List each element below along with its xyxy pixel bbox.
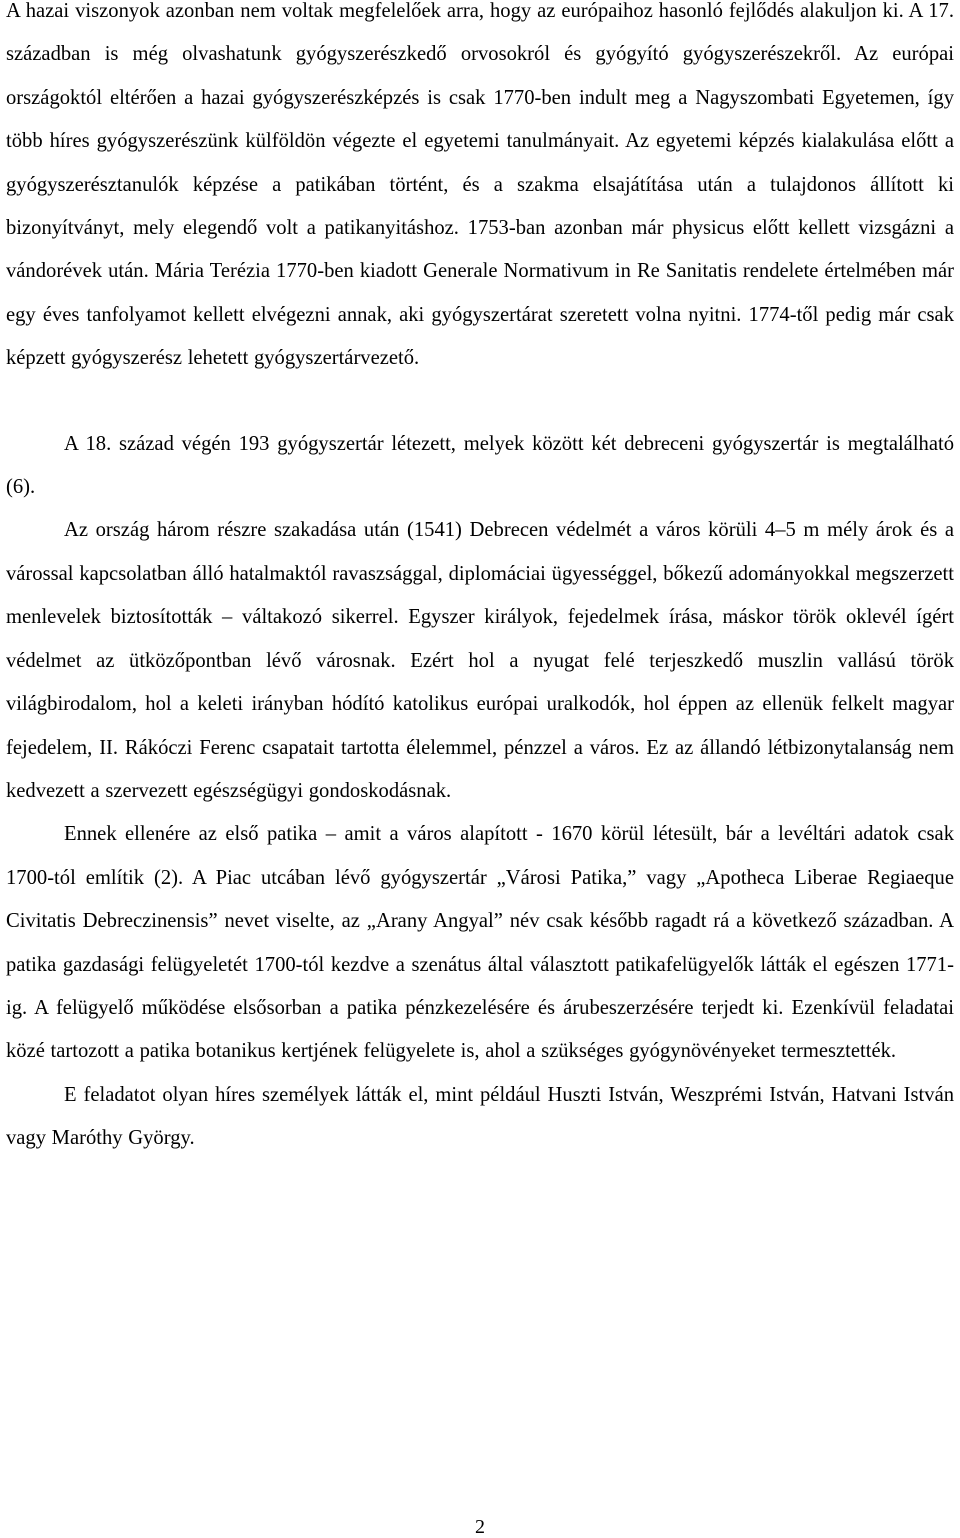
- page-number: 2: [475, 1516, 485, 1538]
- paragraph-famous-supervisors: E feladatot olyan híres személyek látták el, mint például Huszti István, Weszprémi István, Hatvani István vagy Maróthy György.: [6, 1083, 954, 1150]
- paragraph-18th-century-pharmacies: A 18. század végén 193 gyógyszertár létezett, melyek között két debreceni gyógyszertár is megtalálható (6).: [6, 432, 954, 499]
- paragraph-debrecen-defense: Az ország három részre szakadása után (1541) Debrecen védelmét a város körüli 4–5 m mély árok és a várossal kapcsolatban álló hatalmaktól ravaszsággal, diplomáciai ügyességgel, bőkezű adományokkal megszerzett menlevelek biztosították – váltakozó sikerrel. Egyszer királyok, fejedelmek írása, máskor török oklevél ígért védelmet az ütközőpontban lévő városnak. Ezért hol a nyugat felé terjeszkedő muszlin vallású török világbirodalom, hol a keleti irányban hódító katolikus európai uralkodók, hol éppen az ellenük felkelt magyar fejedelem, II. Rákóczi Ferenc csapatait tartotta élelemmel, pénzzel a város. Ez az állandó létbizonytalanság nem kedvezett a szervezett egészségügyi gondoskodásnak.: [6, 519, 954, 802]
- paragraph-pharmacy-education: A hazai viszonyok azonban nem voltak megfelelőek arra, hogy az európaihoz hasonló fejlődés alakuljon ki. A 17. században is még olvashatunk gyógyszerészkedő orvosokról és gyógyító gyógyszerészekről. Az európai országoktól eltérően a hazai gyógyszerészképzés is csak 1770-ben indult meg a Nagyszombati Egyetemen, így több híres gyógyszerészünk külföldön végezte el egyetemi tanulmányait. Az egyetemi képzés kialakulása előtt a gyógyszerésztanulók képzése a patikában történt, és a szakma elsajátítása után a tulajdonos állított ki bizonyítványt, mely elegendő volt a patikanyitáshoz. 1753-ban azonban már physicus előtt kellett vizsgázni a vándorévek után. Mária Terézia 1770-ben kiadott Generale Normativum in Re Sanitatis rendelete értelmében már egy éves tanfolyamot kellett elvégezni annak, aki gyógyszertárat szeretett volna nyitni. 1774-től pedig már csak képzett gyógyszerész lehetett gyógyszertárvezető.: [6, 0, 954, 370]
- document-page: [6, 0, 954, 1161]
- paragraph-first-pharmacy: Ennek ellenére az első patika – amit a város alapított - 1670 körül létesült, bár a levéltári adatok csak 1700-tól említik (2). A Piac utcában lévő gyógyszertár „Városi Patika,” vagy „Apotheca Liberae Regiaeque Civitatis Debreczinensis” nevet viselte, az „Arany Angyal” név csak később ragadt rá a következő században. A patika gazdasági felügyeletét 1700-tól kezdve a szenátus által választott patikafelügyelők látták el egészen 1771-ig. A felügyelő működése elsősorban a patika pénzkezelésére és árubeszerzésére terjedt ki. Ezenkívül feladatai közé tartozott a patika botanikus kertjének felügyelete is, ahol a szükséges gyógynövényeket termesztették.: [6, 823, 954, 1063]
